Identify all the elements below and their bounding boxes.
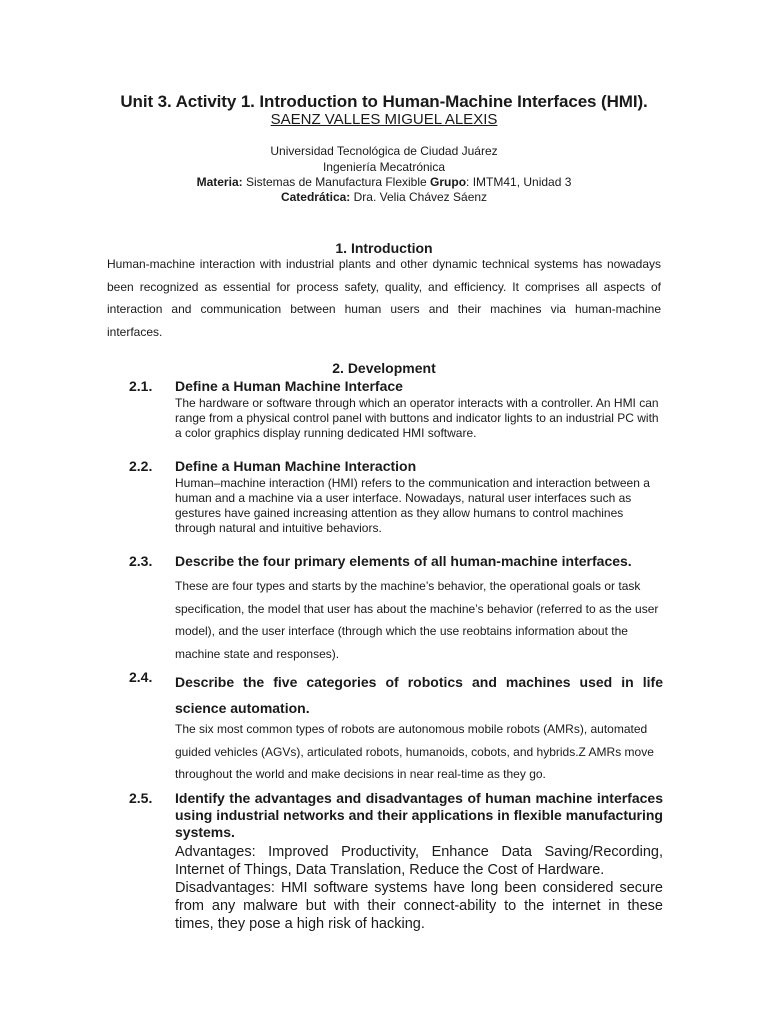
course-line bbox=[0, 175, 768, 189]
item-text: The hardware or software through which an operator interacts with a controller. An HMI can range from a physical control panel with buttons and indicator lights to an industrial PC with a color graphics display running dedicated HMI software. bbox=[175, 396, 659, 440]
item-title: Define a Human Machine Interaction bbox=[175, 458, 417, 474]
item-title: Describe the four primary elements of all human-machine interfaces. bbox=[175, 553, 632, 569]
item-title: Describe the five categories of robotics and machines used in life science automation. bbox=[175, 674, 663, 716]
author-name: SAENZ VALLES MIGUEL ALEXIS bbox=[270, 111, 498, 128]
grupo-value: : IMTM41, Unidad 3 bbox=[466, 175, 572, 189]
development-heading: 2. Development bbox=[332, 360, 436, 376]
introduction-heading: 1. Introduction bbox=[335, 240, 433, 256]
instructor-line bbox=[0, 190, 768, 204]
item-number: 2.3. bbox=[129, 553, 153, 569]
item-text: Human–machine interaction (HMI) refers to the communication and interaction between a human and a machine via a user interface. Nowadays, natural user interfaces such as gestures have gained increasing attention as they allow humans to control machines through natural and intuitive behaviors. bbox=[175, 476, 650, 535]
university-line: Universidad Tecnológica de Ciudad Juárez bbox=[270, 144, 498, 158]
materia-label: Materia: bbox=[196, 175, 243, 189]
item-number: 2.1. bbox=[129, 378, 153, 394]
item-title: Define a Human Machine Interface bbox=[175, 378, 403, 394]
item-title: Identify the advantages and disadvantages of human machine interfaces using industrial networks and their applications in flexible manufacturing systems. bbox=[175, 790, 663, 840]
item-text: The six most common types of robots are autonomous mobile robots (AMRs), automated guided vehicles (AGVs), articulated robots, humanoids, cobots, and hybrids.Z AMRs move throughout the world and make decisions in near real-time as they go. bbox=[175, 722, 654, 781]
item-number: 2.2. bbox=[129, 458, 153, 474]
disadvantages-text: Disadvantages: HMI software systems have long been considered secure from any malware but with their connect-ability to the internet in these times, they pose a high risk of hacking. bbox=[175, 880, 663, 932]
document-title: Unit 3. Activity 1. Introduction to Human-Machine Interfaces (HMI). bbox=[120, 92, 648, 111]
grupo-label: Grupo bbox=[430, 175, 467, 189]
program-line: Ingeniería Mecatrónica bbox=[322, 160, 446, 174]
catedratica-value: Dra. Velia Chávez Sáenz bbox=[350, 190, 488, 204]
introduction-text: Human-machine interaction with industrial plants and other dynamic technical systems has nowadays been recognized as essential for process safety, quality, and efficiency. It comprises all aspects of interaction and communication between human users and their machines via human-machine interfaces. bbox=[107, 257, 661, 339]
item-number: 2.4. bbox=[129, 669, 153, 685]
materia-value: Sistemas de Manufactura Flexible bbox=[242, 175, 431, 189]
advantages-text: Advantages: Improved Productivity, Enhance Data Saving/Recording, Internet of Things, Data Translation, Reduce the Cost of Hardware. bbox=[175, 844, 663, 878]
item-number: 2.5. bbox=[129, 790, 153, 806]
item-text: These are four types and starts by the machine’s behavior, the operational goals or task specification, the model that user has about the machine’s behavior (referred to as the user model), and the user interface (through which the use reobtains information about the machine state and responses). bbox=[175, 579, 659, 661]
catedratica-label: Catedrática: bbox=[280, 190, 351, 204]
